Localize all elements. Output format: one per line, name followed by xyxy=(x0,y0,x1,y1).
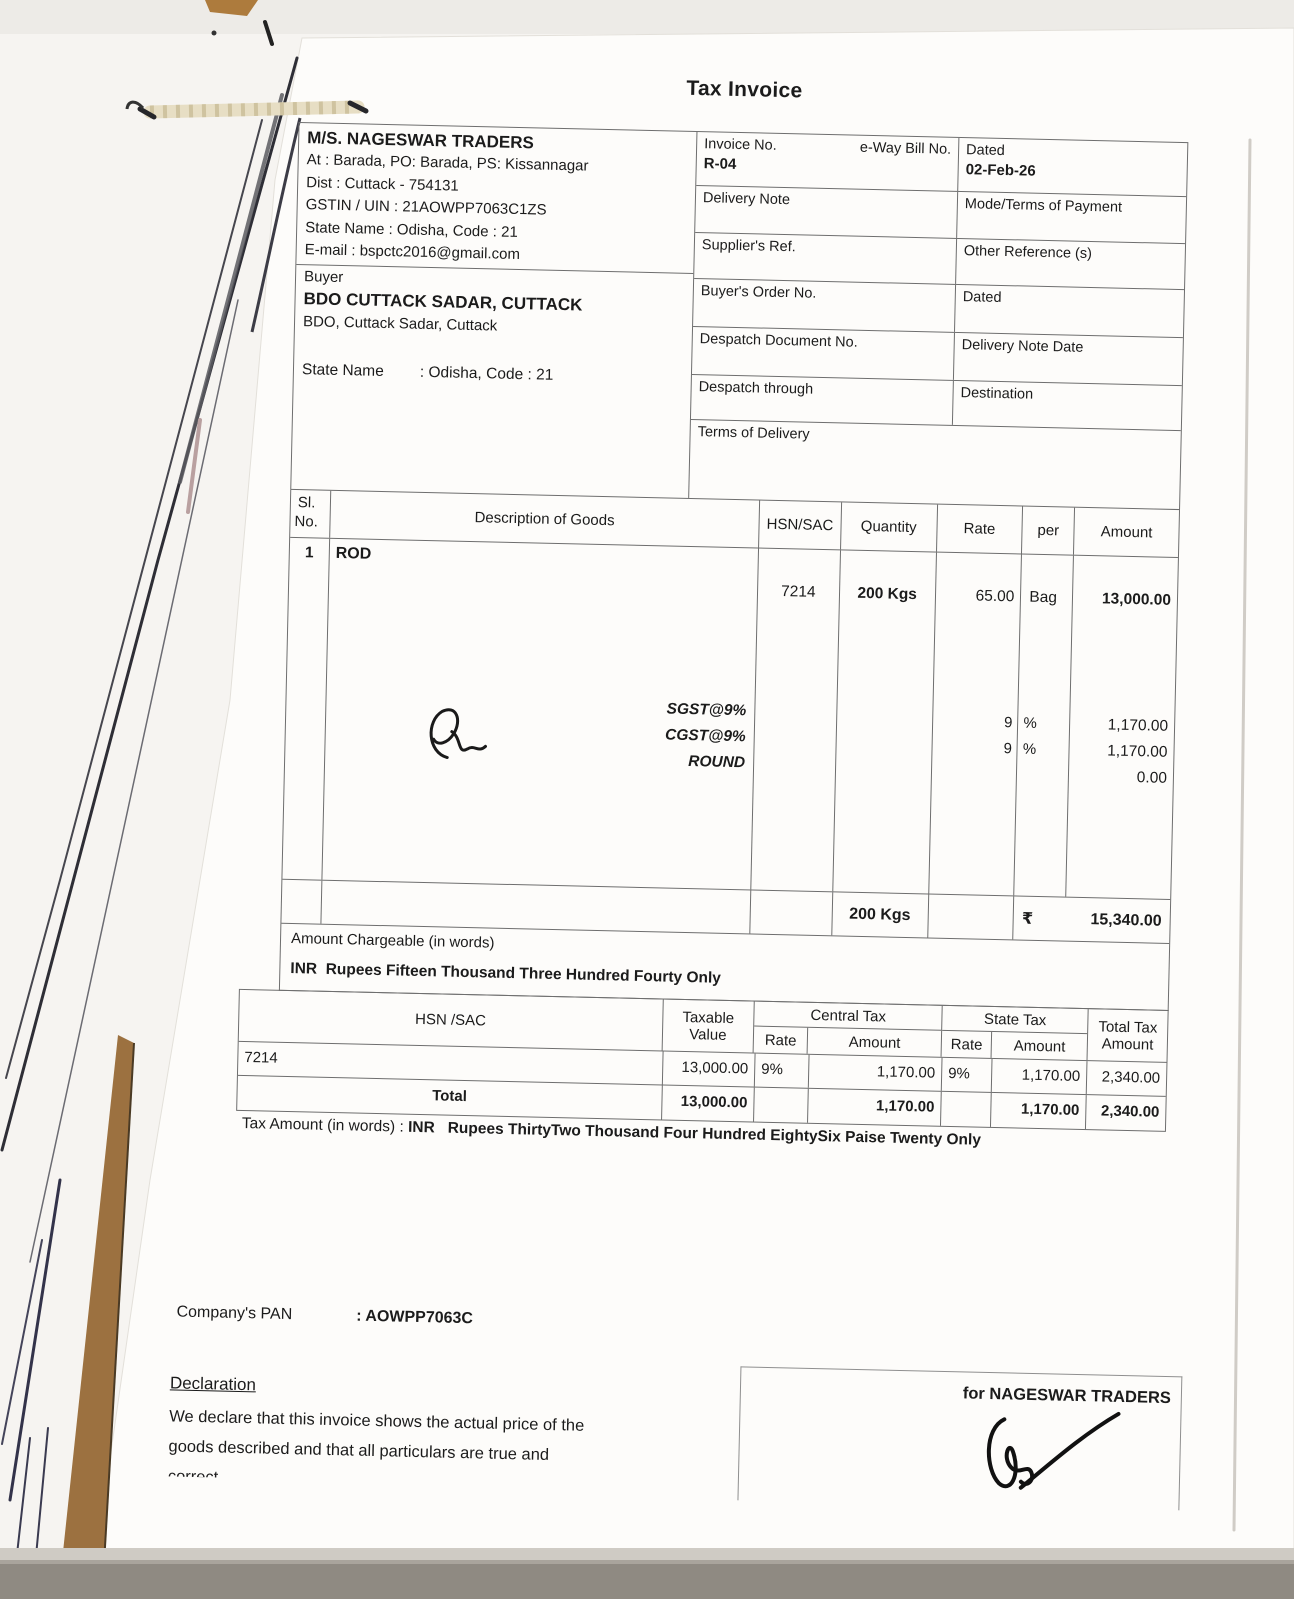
pan-value: : AOWPP7063C xyxy=(356,1307,474,1328)
desk-edge-strip xyxy=(0,1548,1294,1599)
col-header-sl-no: Sl. No. xyxy=(290,490,331,538)
tax-state-rate: 9% xyxy=(942,1058,993,1092)
invoice-meta-column xyxy=(689,132,1187,509)
charge-rate: 9 xyxy=(1003,740,1013,758)
tax-summary-table xyxy=(236,989,1169,1132)
meta-row xyxy=(689,420,1181,509)
item-per-cell xyxy=(1015,555,1075,897)
tax-col-state-amount: Amount xyxy=(1013,1036,1066,1056)
buyer-state-value: : Odisha, Code : 21 xyxy=(419,363,554,384)
terms-of-delivery-cell: Terms of Delivery xyxy=(697,424,810,444)
buyer-state-label: State Name xyxy=(301,361,385,380)
top-shadow-band xyxy=(0,0,1294,34)
charge-rates xyxy=(1003,710,1013,762)
parties-column xyxy=(291,123,697,498)
item-rate-cell xyxy=(929,553,1023,896)
col-header-hsn: HSN/SAC xyxy=(759,501,842,550)
tax-total-state-rate xyxy=(941,1092,992,1127)
tax-total-central-rate xyxy=(754,1088,809,1123)
amount-chargeable-words: INR Rupees Fifteen Thousand Three Hundred Fourty Only xyxy=(290,960,722,987)
other-reference-cell: Other Reference (s) xyxy=(963,243,1093,263)
tax-words-value: INR Rupees ThirtyTwo Thousand Four Hundred EightySix Paise Twenty Only xyxy=(407,1118,982,1149)
seller-email: E-mail : bspctc2016@gmail.com xyxy=(304,241,521,264)
item-amount: 13,000.00 xyxy=(1101,590,1172,609)
buyer-section-label: Buyer xyxy=(303,268,344,287)
declaration-line-clipped: correct xyxy=(167,1467,219,1487)
item-description-cell xyxy=(322,539,759,890)
signatory-box xyxy=(737,1366,1182,1510)
declaration-title: Declaration xyxy=(169,1373,257,1395)
charge-rate: 9 xyxy=(1003,714,1013,732)
invoice-no-cell xyxy=(696,132,959,191)
buyer-address: BDO, Cuttack Sadar, Cuttack xyxy=(302,313,498,335)
dated-value: 02-Feb-26 xyxy=(965,161,1036,180)
suppliers-ref-cell: Supplier's Ref. xyxy=(694,233,957,284)
tax-charge-labels xyxy=(664,696,746,776)
tax-col-central-rate: Rate xyxy=(754,1027,809,1054)
total-amount: 15,340.00 xyxy=(1090,910,1162,930)
tax-col-central-amount: Amount xyxy=(848,1033,901,1052)
buyer-name: BDO CUTTACK SADAR, CUTTACK xyxy=(303,289,583,315)
dated-cell xyxy=(958,138,1187,196)
charge-per: % xyxy=(1023,714,1038,732)
invoice-no-value: R-04 xyxy=(703,155,737,173)
tax-total-state-amount: 1,170.00 xyxy=(991,1093,1087,1129)
authorised-signature-scribble xyxy=(964,1404,1136,1504)
tax-state-amount: 1,170.00 xyxy=(992,1059,1088,1094)
tax-total-amount: 2,340.00 xyxy=(1101,1068,1161,1087)
item-per: Bag xyxy=(1029,588,1058,607)
charge-label: SGST@9% xyxy=(666,700,747,720)
item-amount-cell xyxy=(1066,556,1177,899)
item-hsn-cell xyxy=(751,549,841,892)
total-amount-cell xyxy=(1014,896,1171,943)
rupee-symbol: ₹ xyxy=(1021,908,1034,928)
col-header-quantity: Quantity xyxy=(841,502,938,551)
tax-col-state-group xyxy=(942,1006,1089,1060)
tax-col-central-group xyxy=(754,1002,943,1057)
charge-amounts xyxy=(1106,713,1168,792)
despatch-doc-cell: Despatch Document No. xyxy=(692,327,955,380)
destination-cell: Destination xyxy=(960,384,1034,403)
tax-taxable-value: 13,000.00 xyxy=(663,1052,756,1087)
col-header-amount: Amount xyxy=(1100,523,1153,542)
invoice-sheet xyxy=(167,60,1190,1512)
item-rate: 65.00 xyxy=(975,587,1015,606)
seller-gstin: GSTIN / UIN : 21AOWPP7063C1ZS xyxy=(305,196,547,219)
charge-label: ROUND xyxy=(688,752,746,772)
item-sl: 1 xyxy=(304,544,314,562)
total-hsn-cell xyxy=(750,890,833,935)
seller-name: M/S. NAGESWAR TRADERS xyxy=(307,128,535,153)
total-rate-cell xyxy=(928,894,1015,939)
tax-total-label: Total xyxy=(237,1076,663,1120)
tax-central-amount: 1,170.00 xyxy=(809,1055,943,1091)
dated-label: Dated xyxy=(965,142,1006,160)
tax-central-rate: 9% xyxy=(755,1054,810,1088)
buyer-state xyxy=(302,361,554,385)
seller-address-line: Dist : Cuttack - 754131 xyxy=(306,173,459,195)
tax-col-state: State Tax xyxy=(942,1006,1088,1034)
charge-amount: 1,170.00 xyxy=(1106,742,1168,761)
delivery-note-date-cell: Delivery Note Date xyxy=(961,337,1084,356)
signatory-name: for NAGESWAR TRADERS xyxy=(962,1384,1172,1408)
tax-col-hsn: HSN /SAC xyxy=(239,990,664,1051)
items-table xyxy=(279,490,1180,1011)
payment-mode-cell: Mode/Terms of Payment xyxy=(964,195,1123,216)
despatch-through-cell: Despatch through xyxy=(691,375,954,426)
item-description: ROD xyxy=(335,544,372,563)
item-hsn: 7214 xyxy=(780,583,816,601)
col-header-per: per xyxy=(1022,507,1075,555)
charge-pers xyxy=(1023,711,1038,763)
tax-total-central-amount: 1,170.00 xyxy=(808,1089,942,1126)
declaration-line: goods described and that all particulars are true and xyxy=(168,1437,550,1465)
declaration-line: We declare that this invoice shows the actual price of the xyxy=(168,1407,585,1435)
signature-scribble xyxy=(417,701,511,775)
item-qty-cell xyxy=(833,550,936,893)
buyer-block xyxy=(291,265,693,498)
seller-block xyxy=(296,123,696,274)
tax-col-central: Central Tax xyxy=(754,1002,942,1031)
seller-state: State Name : Odisha, Code : 21 xyxy=(305,218,518,241)
tax-words-label: Tax Amount (in words) : xyxy=(241,1114,409,1136)
charge-amount: 0.00 xyxy=(1136,769,1168,787)
invoice-header-table xyxy=(290,122,1188,510)
total-quantity: 200 Kgs xyxy=(832,892,929,937)
tax-col-taxable: Taxable Value xyxy=(662,999,755,1052)
seller-address-line: At : Barada, PO: Barada, PS: Kissannagar xyxy=(306,151,589,175)
item-qty: 200 Kgs xyxy=(857,584,918,604)
invoice-no-label: Invoice No. xyxy=(704,136,777,154)
total-sl-cell xyxy=(281,880,322,924)
buyers-order-cell: Buyer's Order No. xyxy=(693,279,956,332)
delivery-note-cell: Delivery Note xyxy=(695,186,958,239)
charge-per: % xyxy=(1022,740,1037,758)
dated2-cell: Dated xyxy=(962,289,1002,307)
col-header-description: Description of Goods xyxy=(330,491,760,548)
tax-total-taxable: 13,000.00 xyxy=(662,1085,755,1121)
charge-amount: 1,170.00 xyxy=(1107,716,1169,735)
declaration-block xyxy=(168,1373,750,1489)
tax-total-grand: 2,340.00 xyxy=(1100,1102,1160,1121)
amount-chargeable-label: Amount Chargeable (in words) xyxy=(290,930,495,952)
tax-col-state-rate: Rate xyxy=(942,1031,993,1058)
eway-bill-label: e-Way Bill No. xyxy=(859,139,952,158)
col-header-rate: Rate xyxy=(937,505,1024,554)
pan-label: Company's PAN xyxy=(176,1303,293,1324)
tax-col-total: Total Tax Amount xyxy=(1098,1017,1158,1054)
charge-label: CGST@9% xyxy=(664,726,746,746)
page-title: Tax Invoice xyxy=(686,76,803,103)
items-body-row xyxy=(282,538,1178,900)
tax-hsn: 7214 xyxy=(238,1042,664,1085)
